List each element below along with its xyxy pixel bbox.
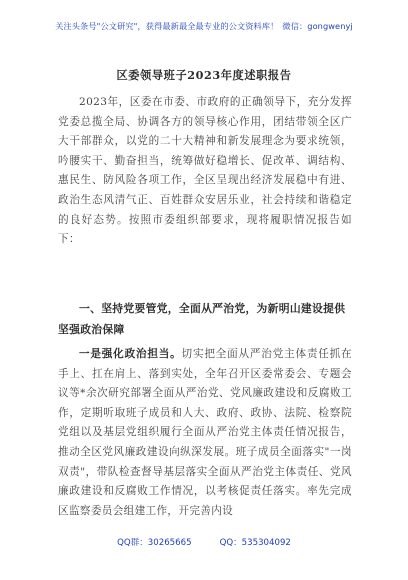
subsection-paragraph xyxy=(58,345,352,521)
wechat-label: 微信：gongwenyj xyxy=(282,21,353,31)
qq-contact: QQ：535304092 xyxy=(219,538,291,548)
bottom-contact-banner xyxy=(0,536,408,548)
section-heading: 一、坚持党要管党，全面从严治党，为新明山建设提供坚强政治保障 xyxy=(58,302,346,336)
subsection-body: 切实把全面从严治党主体责任抓在手上、扛在肩上、落到实处，全年召开区委常委会、专题会议等*余次研究部署全面从严治党、党风廉政建设和反腐败工作，定期听取班子成员和人大、政府、政协、法院、检察院党组以及基层党组织履行全面从严治党主体责任情况报告，推动全区党风廉政建设向纵深发展。班子成员全面落实"一岗双责"，带队检查督导基层落实全面从严治党主体责任、党风廉政建设和反腐败工作情况，以考核促责任落实。率先完成区监察委员会组建工作，开完善内设 xyxy=(58,348,352,517)
promo-text: 关注头条号"公文研究"，获得最新最全最专业的公文资料库！ xyxy=(55,21,279,31)
top-promo-banner xyxy=(0,21,408,32)
subsection-lead: 一是强化政治担当。 xyxy=(79,348,182,360)
document-title: 区委领导班子2023年度述职报告 xyxy=(116,68,292,82)
qq-group: QQ群：30265665 xyxy=(117,538,192,548)
intro-paragraph: 2023年，区委在市委、市政府的正确领导下，充分发挥党委总揽全局、协调各方的领导核心作用，团结带领全区广大干部群众，以党的二十大精神和新发展理念为要求统领，吟腰实干、勤奋担当，统筹做好稳增长、促改革、调结构、惠民生、防风险各项工作，全区呈现出经济发展稳中有进、政治生态风清气正、百姓群众安居乐业，社会持续和谐稳定的良好态势。按照市委组织部要求，现将履职情况报告如下： xyxy=(58,96,352,246)
